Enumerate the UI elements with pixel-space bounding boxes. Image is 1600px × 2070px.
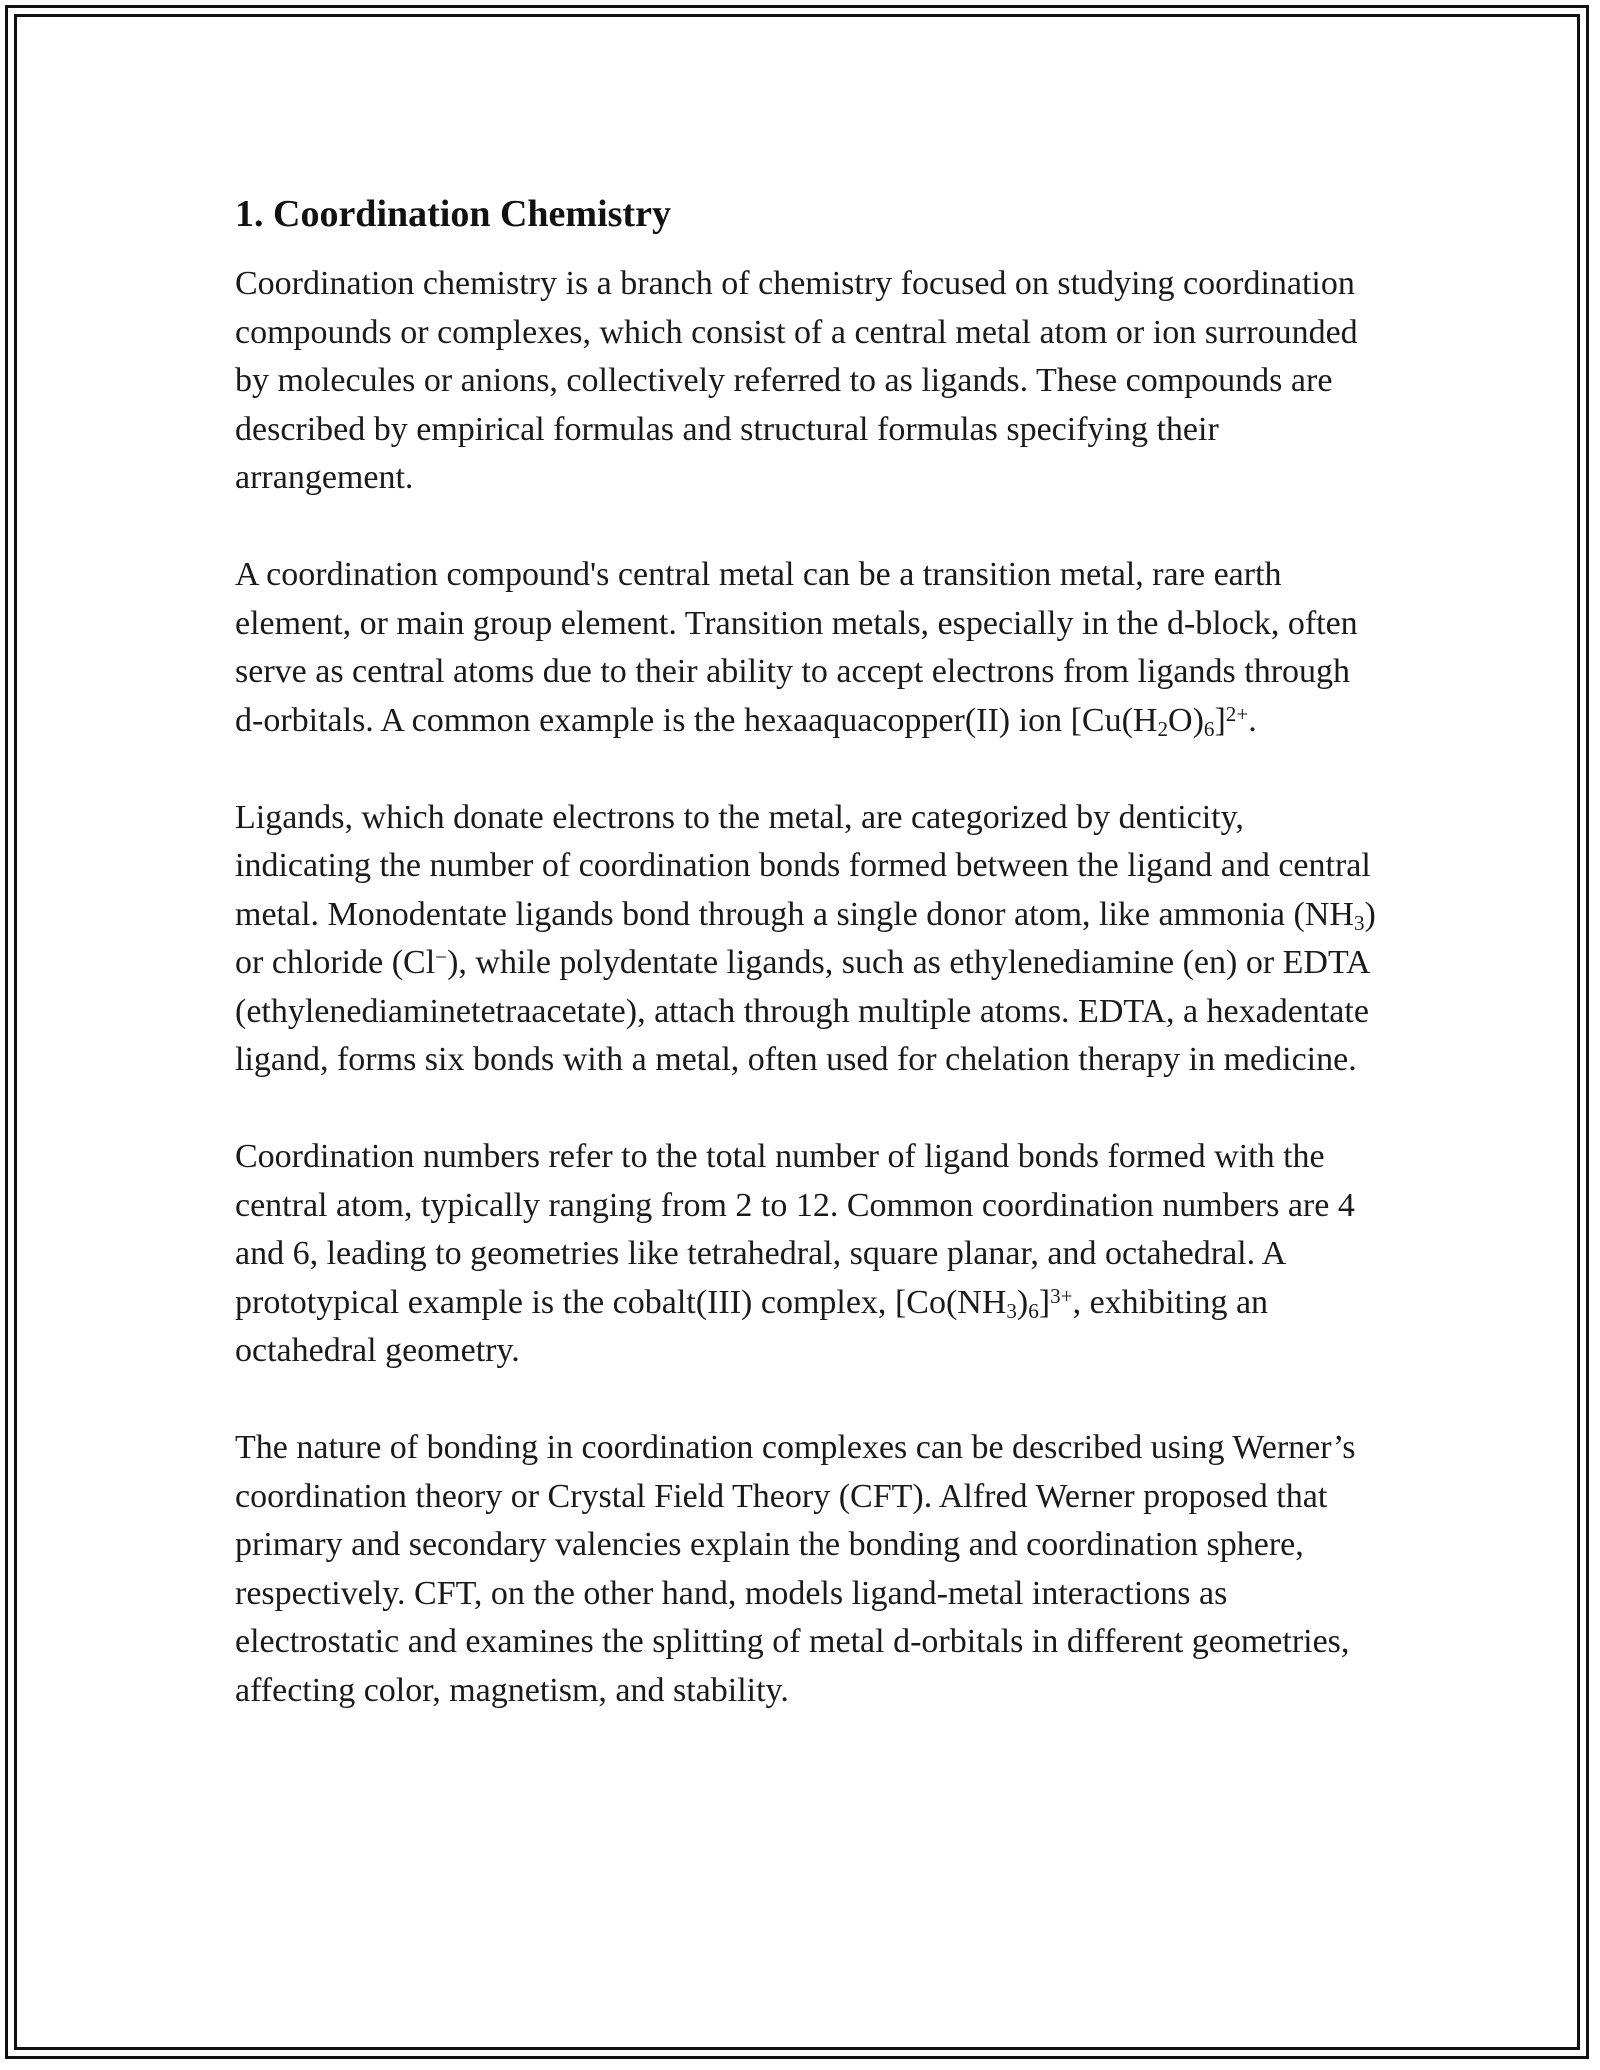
formula-part: ) [1016, 1283, 1029, 1321]
formula-cobalt-complex [894, 1283, 1073, 1324]
paragraph-text: Ligands, which donate electrons to the metal, are categorized by denticity, indicating the number of coordination bonds formed between the ligand and central metal. Monodentate ligands bond through a single donor atom, like ammonia (NH [235, 798, 1371, 933]
paragraph-text: ) or chloride (Cl [235, 895, 1376, 981]
section-heading: 1. Coordination Chemistry [235, 193, 671, 235]
formula-part: ] [1214, 701, 1226, 739]
subscript: 2 [1157, 717, 1169, 742]
paragraph-text: , exhibiting an octahedral geometry. [235, 1283, 1269, 1369]
superscript-charge: − [435, 944, 448, 969]
subscript: 3 [1006, 1299, 1017, 1324]
subscript: 3 [1353, 911, 1365, 936]
paragraph-central-metal [235, 551, 1380, 745]
formula-part: ] [1038, 1283, 1051, 1321]
superscript-charge: 3+ [1050, 1284, 1073, 1309]
formula-part: [Cu(H [1070, 701, 1158, 739]
paragraph-bonding-theory: The nature of bonding in coordination complexes can be described using Werner’s coordination theory or Crystal Field Theory (CFT). Alfred Werner proposed that primary and secondary valencies explain the bonding and coordination sphere, respectively. CFT, on the other hand, models ligand-metal interactions as electrostatic and examines the splitting of metal d-orbitals in different geometries, affecting color, magnetism, and stability. [235, 1429, 1356, 1709]
subscript: 6 [1203, 717, 1215, 742]
formula-hexaaquacopper [1070, 701, 1249, 742]
paragraph-coordination-numbers [235, 1133, 1380, 1376]
paragraph-intro: Coordination chemistry is a branch of chemistry focused on studying coordination compounds or complexes, which consist of a central metal atom or ion surrounded by molecules or anions, collectively referred to as ligands. These compounds are described by empirical formulas and structural formulas specifying their arrangement. [235, 265, 1358, 496]
paragraph-text: Coordination numbers refer to the total number of ligand bonds formed with the central atom, typically ranging from 2 to 12. Common coordination numbers are 4 and 6, leading to geometries like tetrahedral, square planar, and octahedral. A prototypical example is the cobalt(III) complex, [235, 1138, 1355, 1321]
paragraph-text: A coordination compound's central metal can be a transition metal, rare earth element, or main group element. Transition metals, especially in the d-block, often serve as central atoms due to their ability to accept electrons from ligands through d-orbitals. A common example is the hexaaquacopper(II) ion [235, 556, 1358, 739]
subscript: 6 [1028, 1299, 1039, 1324]
sentence-end: . [1248, 701, 1257, 739]
paragraph-text: ), while polydentate ligands, such as ethylenediamine (en) or EDTA (ethylenediaminetetraacetate), attach through multiple atoms. EDTA, a hexadentate ligand, forms six bonds with a metal, often used for chelation therapy in medicine. [235, 944, 1369, 1078]
document-body [235, 188, 1380, 1764]
superscript-charge: 2+ [1225, 702, 1249, 727]
formula-part: [Co(NH [894, 1283, 1007, 1321]
paragraph-ligands [235, 794, 1380, 1085]
formula-part: O) [1168, 701, 1204, 739]
